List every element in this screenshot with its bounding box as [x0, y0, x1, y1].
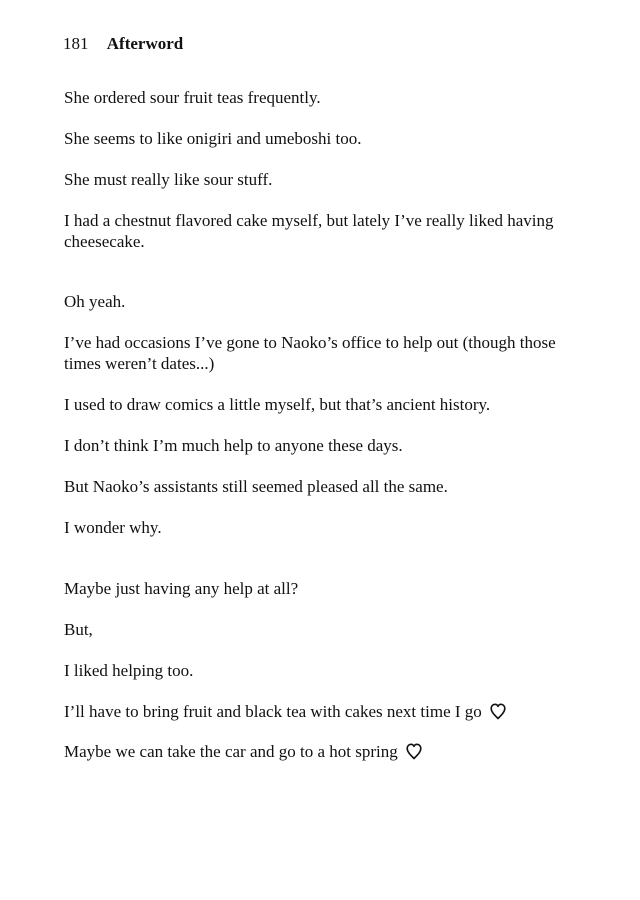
paragraph-with-heart: [64, 741, 574, 762]
paragraph: I liked helping too.: [64, 661, 194, 680]
paragraph: She seems to like onigiri and umeboshi too.: [64, 129, 362, 148]
paragraph: I’ve had occasions I’ve gone to Naoko’s office to help out (though those times weren’t dates...): [64, 333, 556, 373]
paragraph: I used to draw comics a little myself, but that’s ancient history.: [64, 395, 491, 414]
paragraph: But,: [64, 620, 93, 639]
paragraph: She must really like sour stuff.: [64, 170, 273, 189]
paragraph: Maybe just having any help at all?: [64, 579, 299, 598]
paragraph: But Naoko’s assistants still seemed pleased all the same.: [64, 477, 448, 496]
heart-outline-icon: [406, 743, 422, 760]
paragraph-text: Maybe we can take the car and go to a hot spring: [64, 742, 398, 761]
paragraph: I had a chestnut flavored cake myself, but lately I’ve really liked having cheesecake.: [64, 211, 554, 251]
paragraph-with-heart: [64, 701, 574, 722]
page-header: [63, 34, 183, 54]
paragraph: Oh yeah.: [64, 292, 126, 311]
section-title: Afterword: [106, 34, 184, 53]
page-number: 181: [63, 34, 89, 53]
paragraph-text: I’ll have to bring fruit and black tea with cakes next time I go: [64, 702, 482, 721]
paragraph: She ordered sour fruit teas frequently.: [64, 88, 321, 107]
paragraph: I don’t think I’m much help to anyone these days.: [64, 436, 403, 455]
heart-outline-icon: [490, 703, 506, 720]
paragraph: I wonder why.: [64, 518, 162, 537]
